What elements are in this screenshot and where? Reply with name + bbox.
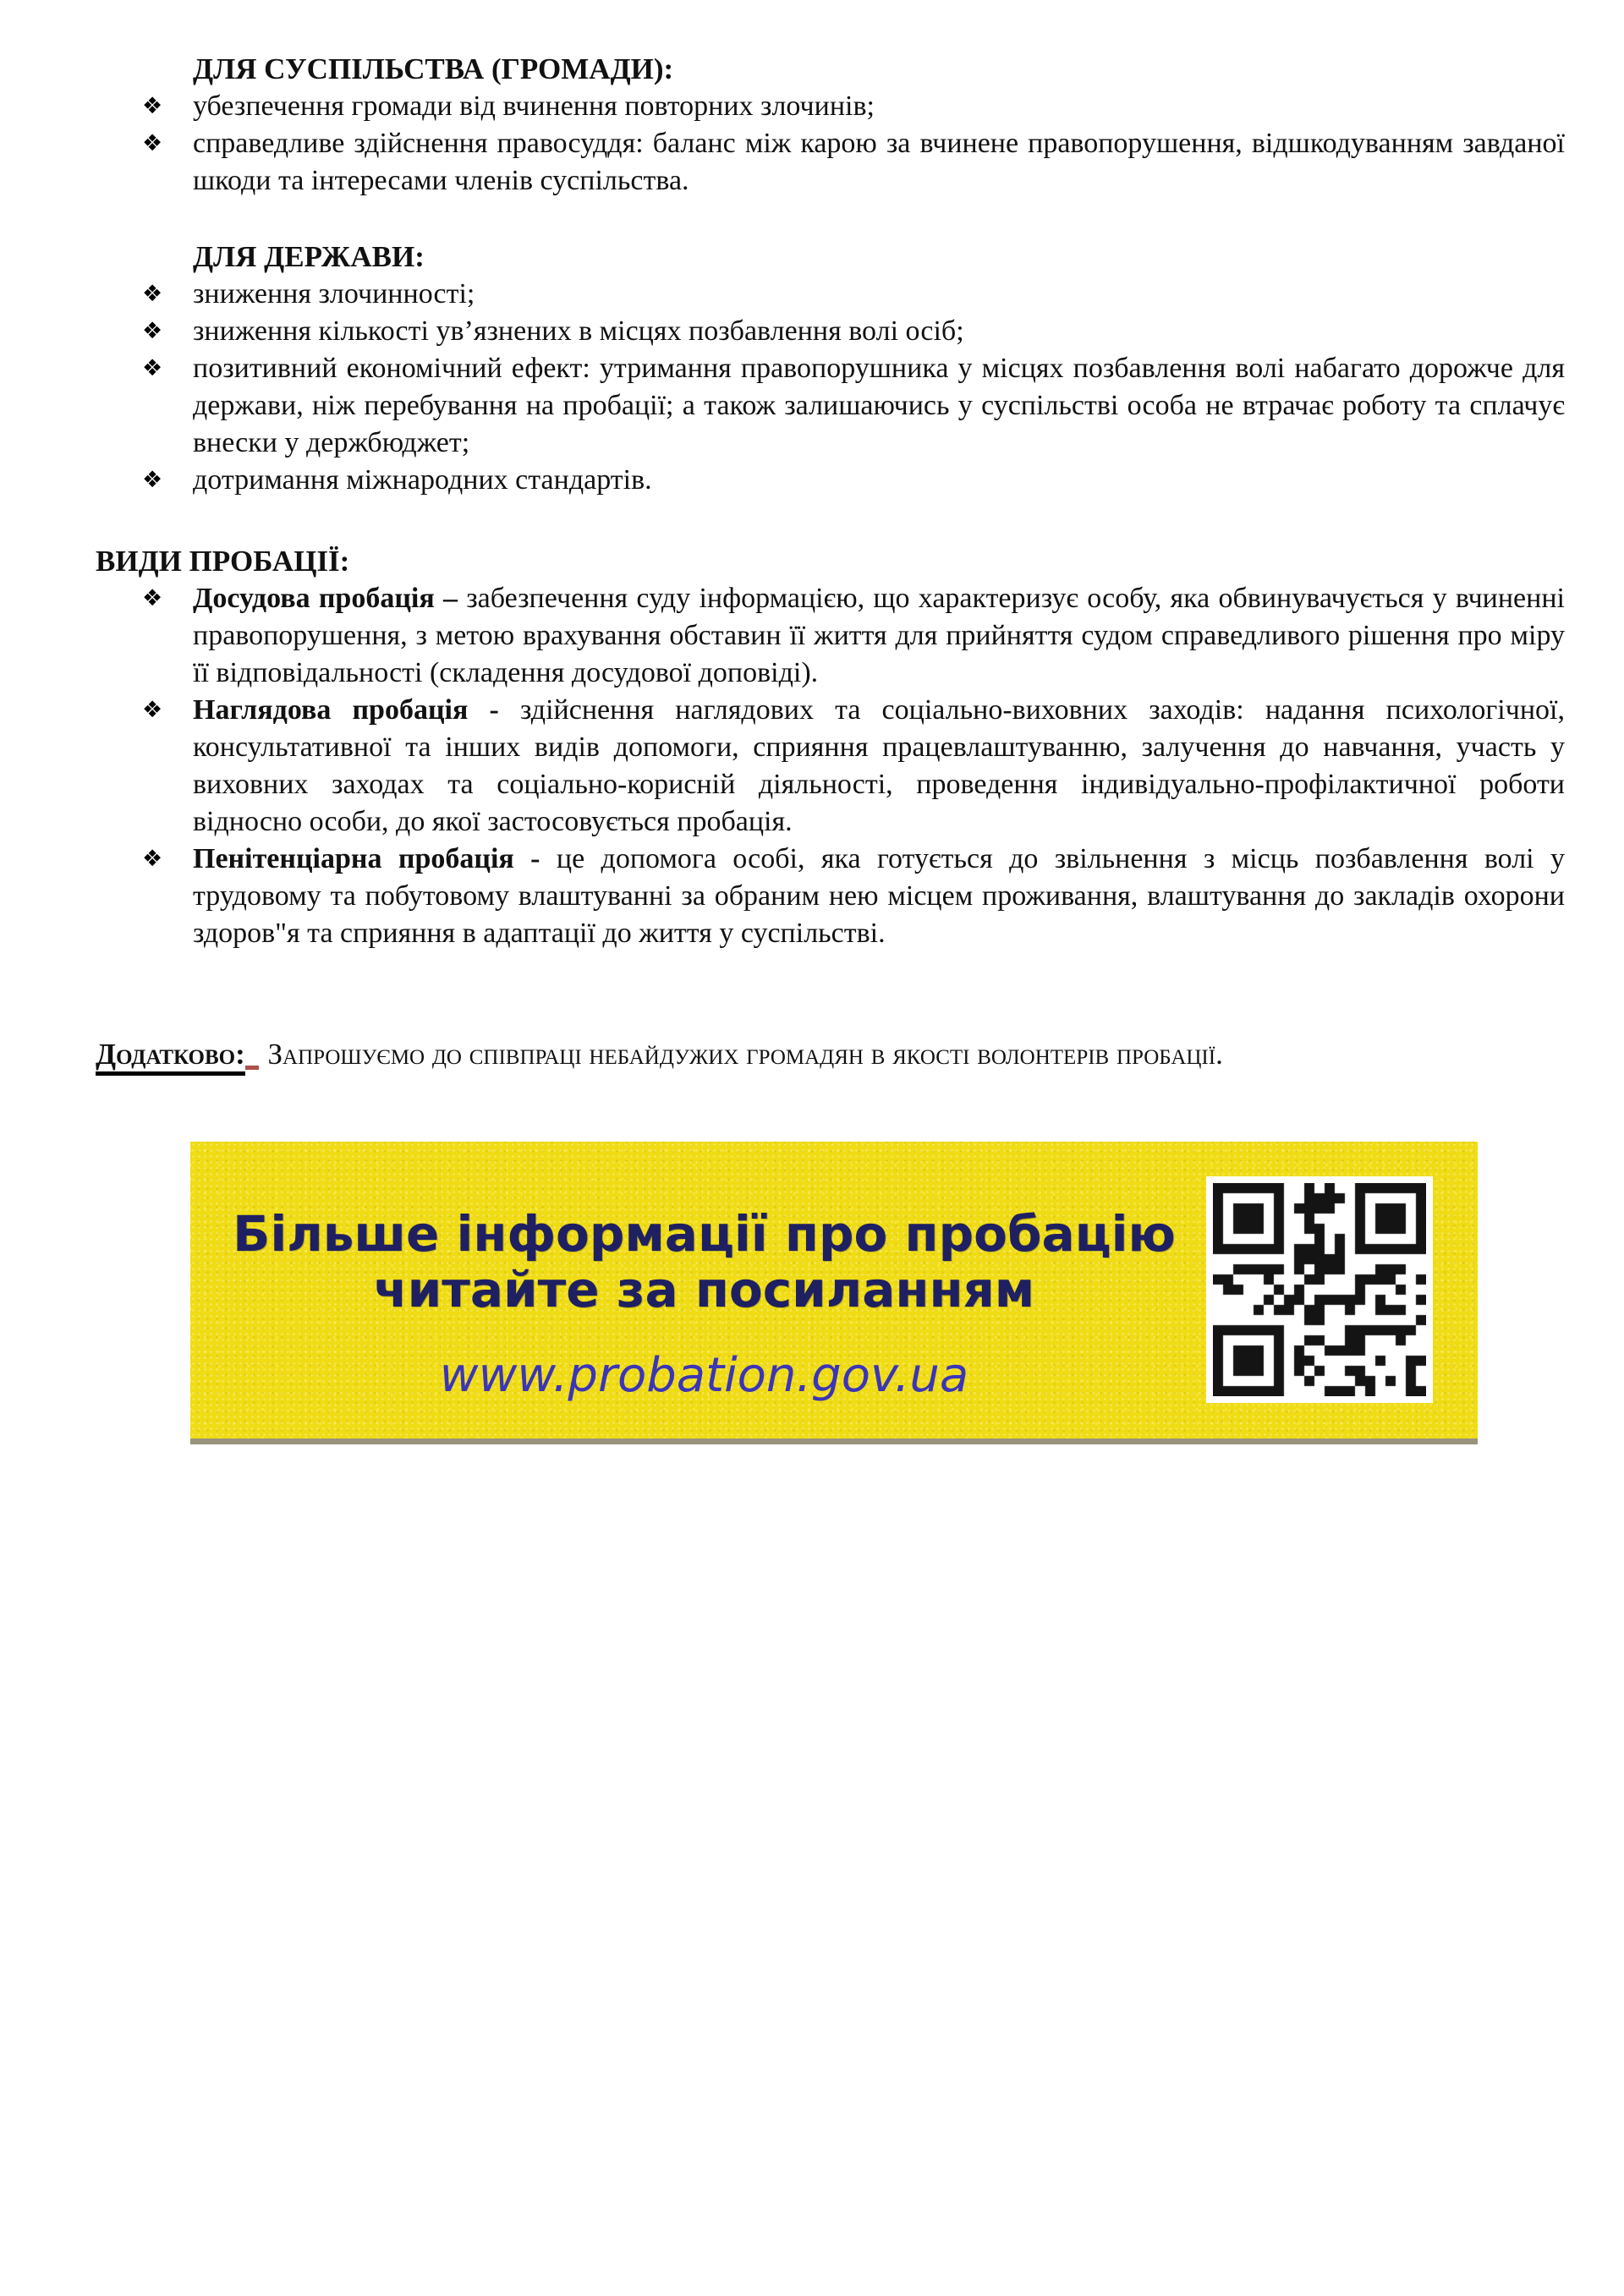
banner-text-block xyxy=(190,1142,1218,1403)
list-item-text: зниження кількості ув’язнених в місцях позбавлення волі осіб; xyxy=(193,315,964,347)
diamond-bullet-icon: ❖ xyxy=(142,281,163,307)
list-item-text xyxy=(193,692,1565,841)
diamond-bullet-icon: ❖ xyxy=(142,467,163,493)
list-item-supervision-probation xyxy=(96,692,1565,841)
additional-note-text: Запрошуємо до співпраці небайдужих громадян в якості волонтерів пробації. xyxy=(260,1038,1223,1071)
section-society xyxy=(96,51,1565,200)
banner-headline-line2: читайте за посиланням xyxy=(373,1261,1035,1318)
section-society-list xyxy=(96,88,1565,200)
list-item xyxy=(96,276,1565,313)
term-definition: це допомога особі, яка готується до звільнення з місць позбавлення волі у трудовому та побутовому влаштуванні за обраним нею місцем проживання, влаштування до закладів охорони здоров"я та сприяння в адаптації до життя у суспільстві. xyxy=(193,843,1566,949)
section-probation-types-list xyxy=(96,580,1565,952)
list-item xyxy=(96,462,1565,499)
qr-code xyxy=(1206,1176,1433,1403)
additional-note xyxy=(96,1035,1565,1074)
term-definition: забезпечення суду інформацією, що характеризує особу, яка обвинувачується у вчиненні правопорушення, з метою врахування обставин її життя для прийняття судом справедливого рішення про міру її відповідальності (складення досудової доповіді). xyxy=(193,583,1565,688)
list-item-text xyxy=(193,841,1565,952)
term-lead: Досудова пробація – xyxy=(193,583,458,614)
term-lead: Пенітенціарна пробація - xyxy=(193,843,540,874)
list-item xyxy=(96,313,1565,350)
section-society-heading: ДЛЯ СУСПІЛЬСТВА (ГРОМАДИ): xyxy=(193,52,674,85)
banner-headline xyxy=(190,1206,1218,1318)
red-underline-mark xyxy=(245,1066,259,1070)
diamond-bullet-icon: ❖ xyxy=(142,697,163,723)
list-item xyxy=(96,88,1565,125)
diamond-bullet-icon: ❖ xyxy=(142,355,163,381)
section-state xyxy=(96,238,1565,499)
list-item xyxy=(96,125,1565,200)
list-item-text: убезпечення громади від вчинення повторних злочинів; xyxy=(193,90,875,122)
banner-url: www.probation.gov.ua xyxy=(439,1348,969,1403)
section-state-heading: ДЛЯ ДЕРЖАВИ: xyxy=(193,240,425,273)
term-definition: здійснення наглядових та соціально-виховних заходів: надання психологічної, консультативної та інших видів допомоги, сприяння працевлаштуванню, залучення до навчання, участь у виховних заходах та соціально-корисній діяльності, проведення індивідуально-профілактичної роботи відносно особи, до якої застосовується пробація. xyxy=(193,694,1565,837)
list-item-text xyxy=(193,580,1565,692)
probation-info-banner xyxy=(190,1142,1478,1444)
section-probation-types xyxy=(96,543,1565,952)
list-item xyxy=(96,350,1565,462)
list-item-text: справедливе здійснення правосуддя: баланс між карою за вчинене правопорушення, відшкодуванням завданої шкоди та інтересами членів суспільства. xyxy=(193,128,1565,196)
list-item-pretrial-probation xyxy=(96,580,1565,692)
section-probation-types-heading: ВИДИ ПРОБАЦІЇ: xyxy=(96,545,350,578)
list-item-text: дотримання міжнародних стандартів. xyxy=(193,464,652,496)
banner-headline-line1: Більше інформації про пробацію xyxy=(233,1205,1176,1263)
diamond-bullet-icon: ❖ xyxy=(142,318,163,344)
list-item-text: зниження злочинності; xyxy=(193,278,475,310)
additional-note-lead: Додатково: xyxy=(96,1038,245,1076)
diamond-bullet-icon: ❖ xyxy=(142,585,163,611)
qr-code-canvas xyxy=(1213,1183,1426,1396)
diamond-bullet-icon: ❖ xyxy=(142,130,163,156)
diamond-bullet-icon: ❖ xyxy=(142,846,163,872)
list-item-penitentiary-probation xyxy=(96,841,1565,952)
section-state-list xyxy=(96,276,1565,499)
diamond-bullet-icon: ❖ xyxy=(142,93,163,119)
list-item-text: позитивний економічний ефект: утримання правопорушника у місцях позбавлення волі набагато дорожче для держави, ніж перебування на пробації; а також залишаючись у суспільстві особа не втрачає роботу та сплачує внески у держбюджет; xyxy=(193,353,1565,458)
term-lead: Наглядова пробація - xyxy=(193,694,499,726)
